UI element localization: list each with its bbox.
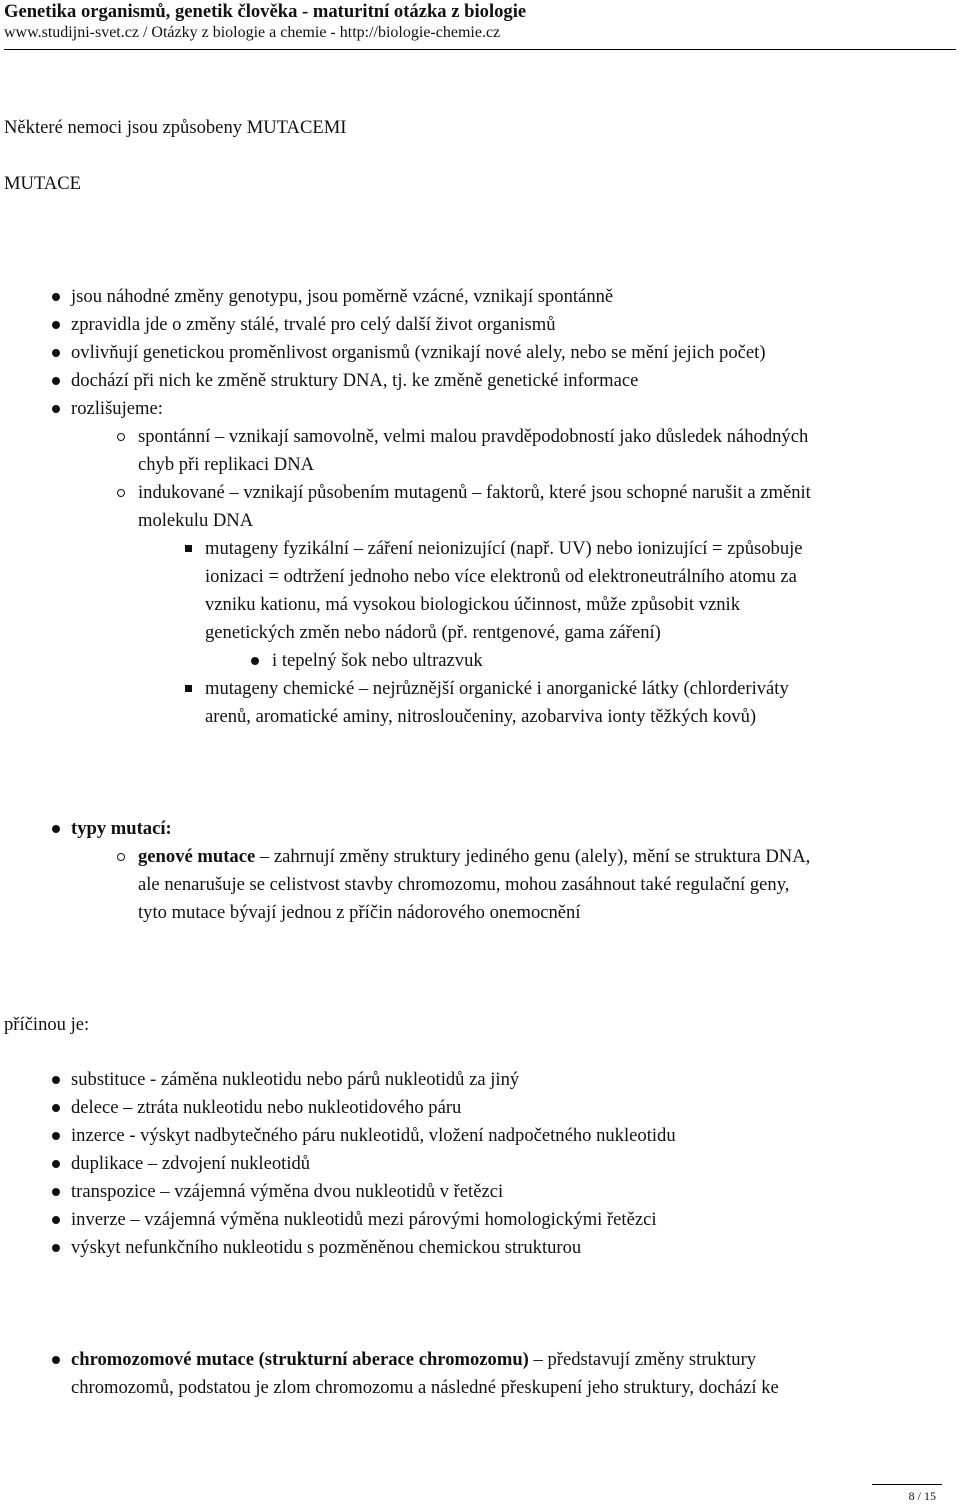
document-title: Genetika organismů, genetik člověka - maturitní otázka z biologie (4, 1, 527, 22)
header-divider (4, 49, 956, 50)
intro-keyword: MUTACEMI (246, 117, 347, 138)
indukovane-line: indukované – vznikají působením mutagenů – faktorů, které jsou schopné narušit a změnit (138, 482, 811, 503)
pricinou-label: příčinou je: (4, 1014, 90, 1035)
chemicke-line: mutageny chemické – nejrůznější organické i anorganické látky (chlorderiváty (205, 678, 789, 699)
indukovane-line: molekulu DNA (138, 510, 254, 531)
bullet-circle-icon (117, 489, 125, 497)
bullet-square-icon (185, 685, 192, 692)
bullet-circle-icon (117, 853, 125, 861)
bullet-dot-icon (52, 1188, 60, 1196)
bullet-dot-icon (52, 377, 60, 385)
fyzikalni-line: vzniku kationu, má vysokou biologickou účinnost, může způsobit vznik (205, 594, 741, 615)
fyzikalni-line: mutageny fyzikální – záření neionizující (např. UV) nebo ionizující = způsobuje (205, 538, 803, 559)
spontanni-line: spontánní – vznikají samovolně, velmi malou pravděpodobností jako důsledek náhodných (138, 426, 809, 447)
chromozomove-line: chromozomové mutace (strukturní aberace chromozomu) – představují změny struktury (71, 1349, 757, 1370)
bullet-dot-icon (52, 321, 60, 329)
bullet-dot-icon (52, 405, 60, 413)
document-subtitle: www.studijni-svet.cz / Otázky z biologie a chemie - http://biologie-chemie.cz (4, 24, 501, 41)
page-header (4, 0, 956, 43)
bullet-circle-icon (117, 433, 125, 441)
section-heading-mutace: MUTACE (4, 173, 82, 194)
genove-line: tyto mutace bývají jednou z příčin nádorového onemocnění (138, 902, 581, 923)
bullet-dot-icon (52, 1132, 60, 1140)
fyzikalni-line: ionizaci = odtržení jednoho nebo více elektronů od elektroneutrálního atomu za (205, 566, 797, 587)
fyzikalni-line: genetických změn nebo nádorů (př. rentgenové, gama záření) (205, 622, 661, 643)
bullet-dot-icon (52, 1104, 60, 1112)
intro-line (4, 114, 346, 142)
bullet-dot-icon (52, 1160, 60, 1168)
bullet-dot-icon (251, 657, 259, 665)
footer-divider (872, 1484, 942, 1485)
chromozomove-line: chromozomů, podstatou je zlom chromozomu a následné přeskupení jeho struktury, dochází ke (71, 1377, 779, 1398)
tepelny-line: i tepelný šok nebo ultrazvuk (272, 650, 483, 671)
chemicke-line: arenů, aromatické aminy, nitrosloučeniny, azobarviva ionty těžkých kovů) (205, 706, 757, 727)
bullet-dot-icon (52, 349, 60, 357)
intro-text: Některé nemoci jsou způsobeny (4, 117, 247, 138)
bullet-dot-icon (52, 1216, 60, 1224)
genove-line: ale nenarušuje se celistvost stavby chromozomu, mohou zasáhnout také regulační geny, (138, 874, 790, 895)
bullet-dot-icon (52, 825, 60, 833)
bullet-dot-icon (52, 1356, 60, 1364)
page-number: 8 / 15 (908, 1489, 936, 1503)
spontanni-line: chyb při replikaci DNA (138, 454, 315, 475)
bullet-square-icon (185, 545, 192, 552)
typy-label: typy mutací: (71, 818, 172, 839)
bullet-dot-icon (52, 1076, 60, 1084)
bullet-dot-icon (52, 1244, 60, 1252)
bullet-dot-icon (52, 293, 60, 301)
genove-line: genové mutace – zahrnují změny struktury jediného genu (alely), mění se struktura DNA, (138, 846, 811, 867)
